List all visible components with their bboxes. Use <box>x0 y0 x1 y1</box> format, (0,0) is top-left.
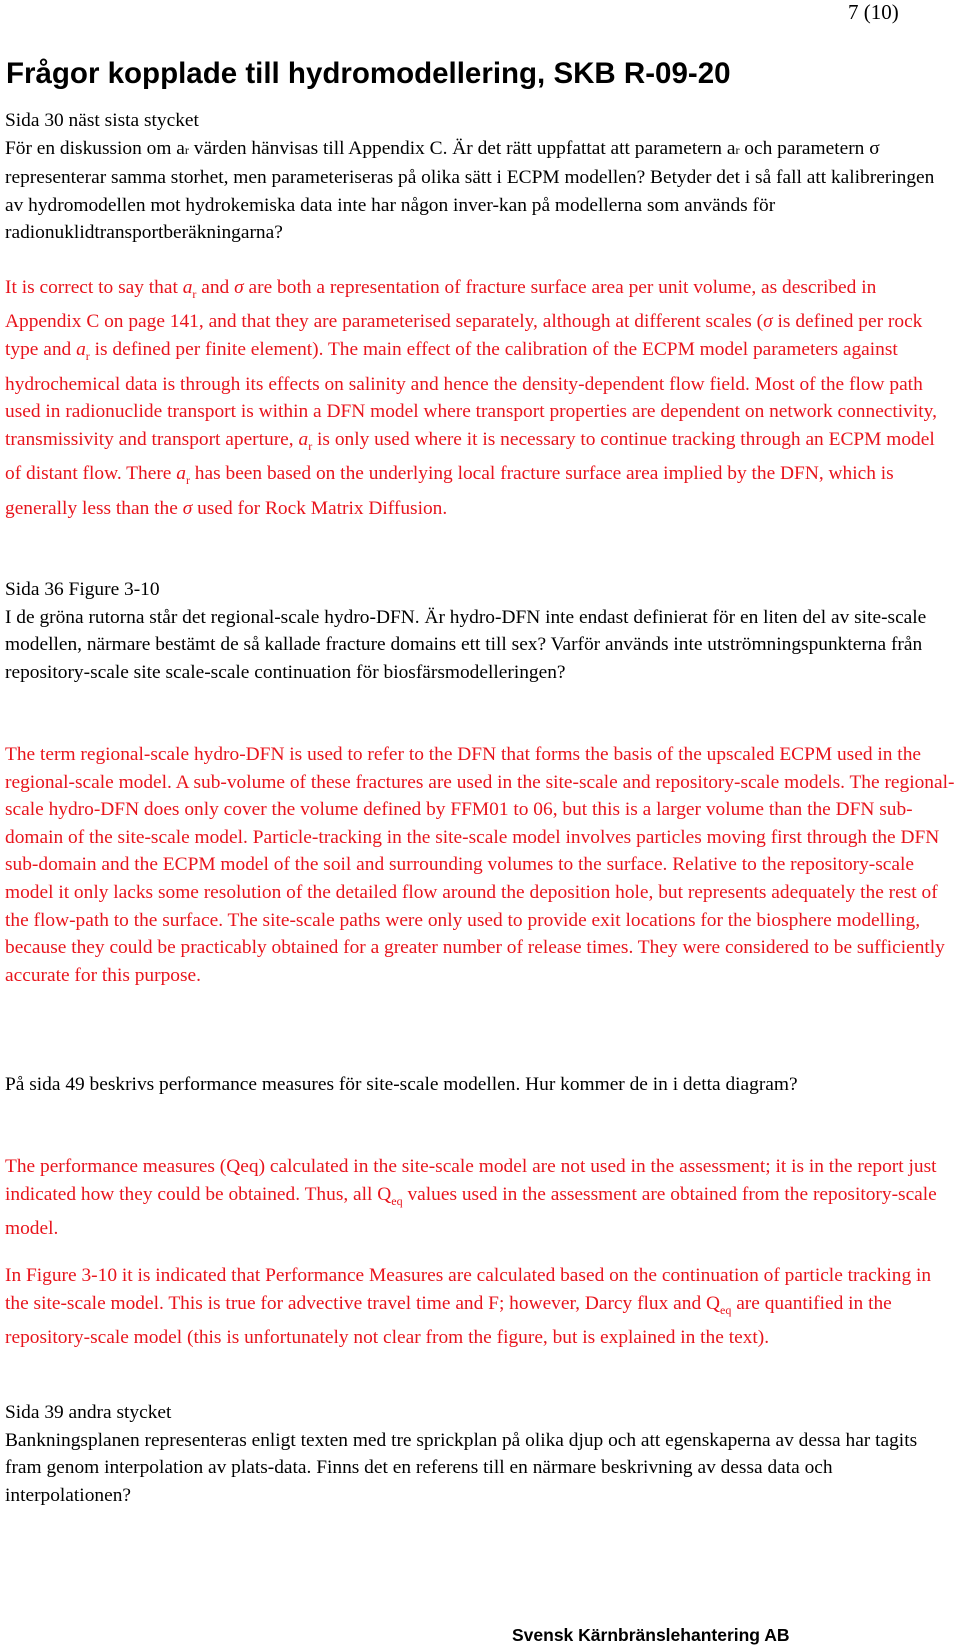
page-number: 7 (10) <box>848 0 899 24</box>
footer-company: Svensk Kärnbränslehantering AB <box>512 1625 790 1645</box>
answer-1: It is correct to say that $a_r$ and σ are both a representation of fracture surface area per unit volume, as described in Appendix C on page 141, and that they are parameterised separately, although at different scales (σ is defined per rock type and $a_r$ is defined per finite element). The main effect of the calibration of the ECPM model parameters against hydrochemical data is through its effects on salinity and hence the density-dependent flow field. Most of the flow path used in radionuclide transport is within a DFN model where transport properties are dependent on network connectivity, transmissivity and transport aperture, $a_r$ is only used where it is necessary to continue tracking through an ECPM model of distant flow. There $a_r$ has been based on the underlying local fracture surface area implied by the DFN, which is generally less than the σ used for Rock Matrix Diffusion. <box>5 277 937 519</box>
question-2: Sida 36 Figure 3-10 I de gröna rutorna står det regional-scale hydro-DFN. Är hydro-DFN inte endast definierat för en liten del av site-scale modellen, närmare bestämt de så kallade fracture domains ett till sex? Varför används inte utströmningspunkterna från repository-scale site scale-scale continuation för biosfärsmodelleringen? <box>5 579 927 683</box>
question-4-reference: Sida 39 andra stycket <box>5 1402 172 1423</box>
page-title: Frågor kopplade till hydromodellering, SKB R-09-20 <box>6 57 731 90</box>
answer-3: The performance measures (Qeq) calculated in the site-scale model are not used in the assessment; it is in the report just indicated how they could be obtained. Thus, all $Q_{eq}$ values used in the assessment are obtained from the repository-scale model. <box>5 1156 937 1240</box>
question-1-reference: Sida 30 näst sista stycket <box>5 110 199 131</box>
answer-2: The term regional-scale hydro-DFN is used to refer to the DFN that forms the basis of the upscaled ECPM used in the regional-scale model. A sub-volume of these fractures are used in the site-scale and repository-scale models. The regional-scale hydro-DFN does only cover the volume defined by FFM01 to 06, but this is a larger volume than the DFN sub-domain of the site-scale model. Particle-tracking in the site-scale model involves particles moving first through the DFN sub-domain and the ECPM model of the soil and surrounding volumes to the surface. Relative to the repository-scale model it only lacks some resolution of the detailed flow around the deposition hole, but represents adequately the rest of the flow-path to the surface. The site-scale paths were only used to provide exit locations for the biosphere modelling, because they could be practicably obtained for a greater number of release times. They were considered to be sufficiently accurate for this purpose. <box>5 744 955 986</box>
question-4: Sida 39 andra stycket Bankningsplanen representeras enligt texten med tre sprickplan på olika djup och att egenskaperna av dessa har tagits fram genom interpolation av plats-data. Finns det en referens till en närmare beskrivning av dessa data och interpolationen? <box>5 1402 918 1506</box>
answer-4: In Figure 3-10 it is indicated that Performance Measures are calculated based on the continuation of particle tracking in the site-scale model. This is true for advective travel time and F; however, Darcy flux and $Q_{eq}$ are quantified in the repository-scale model (this is unfortunately not clear from the figure, but is explained in the text). <box>5 1265 932 1349</box>
question-2-reference: Sida 36 Figure 3-10 <box>5 579 160 600</box>
question-1: Sida 30 näst sista stycket För en diskussion om ar värden hänvisas till Appendix C. Är det rätt uppfattat att parametern ar och parametern σ representerar samma storhet, men parameteriseras på olika sätt i ECPM modellen? Betyder det i så fall att kalibreringen av hydromodellen mot hydrokemiska data inte har någon inver-kan på modellerna som används för radionuklidtransportberäkningarna? <box>5 110 935 244</box>
question-3: På sida 49 beskrivs performance measures för site-scale modellen. Hur kommer de in i detta diagram? <box>5 1074 798 1095</box>
